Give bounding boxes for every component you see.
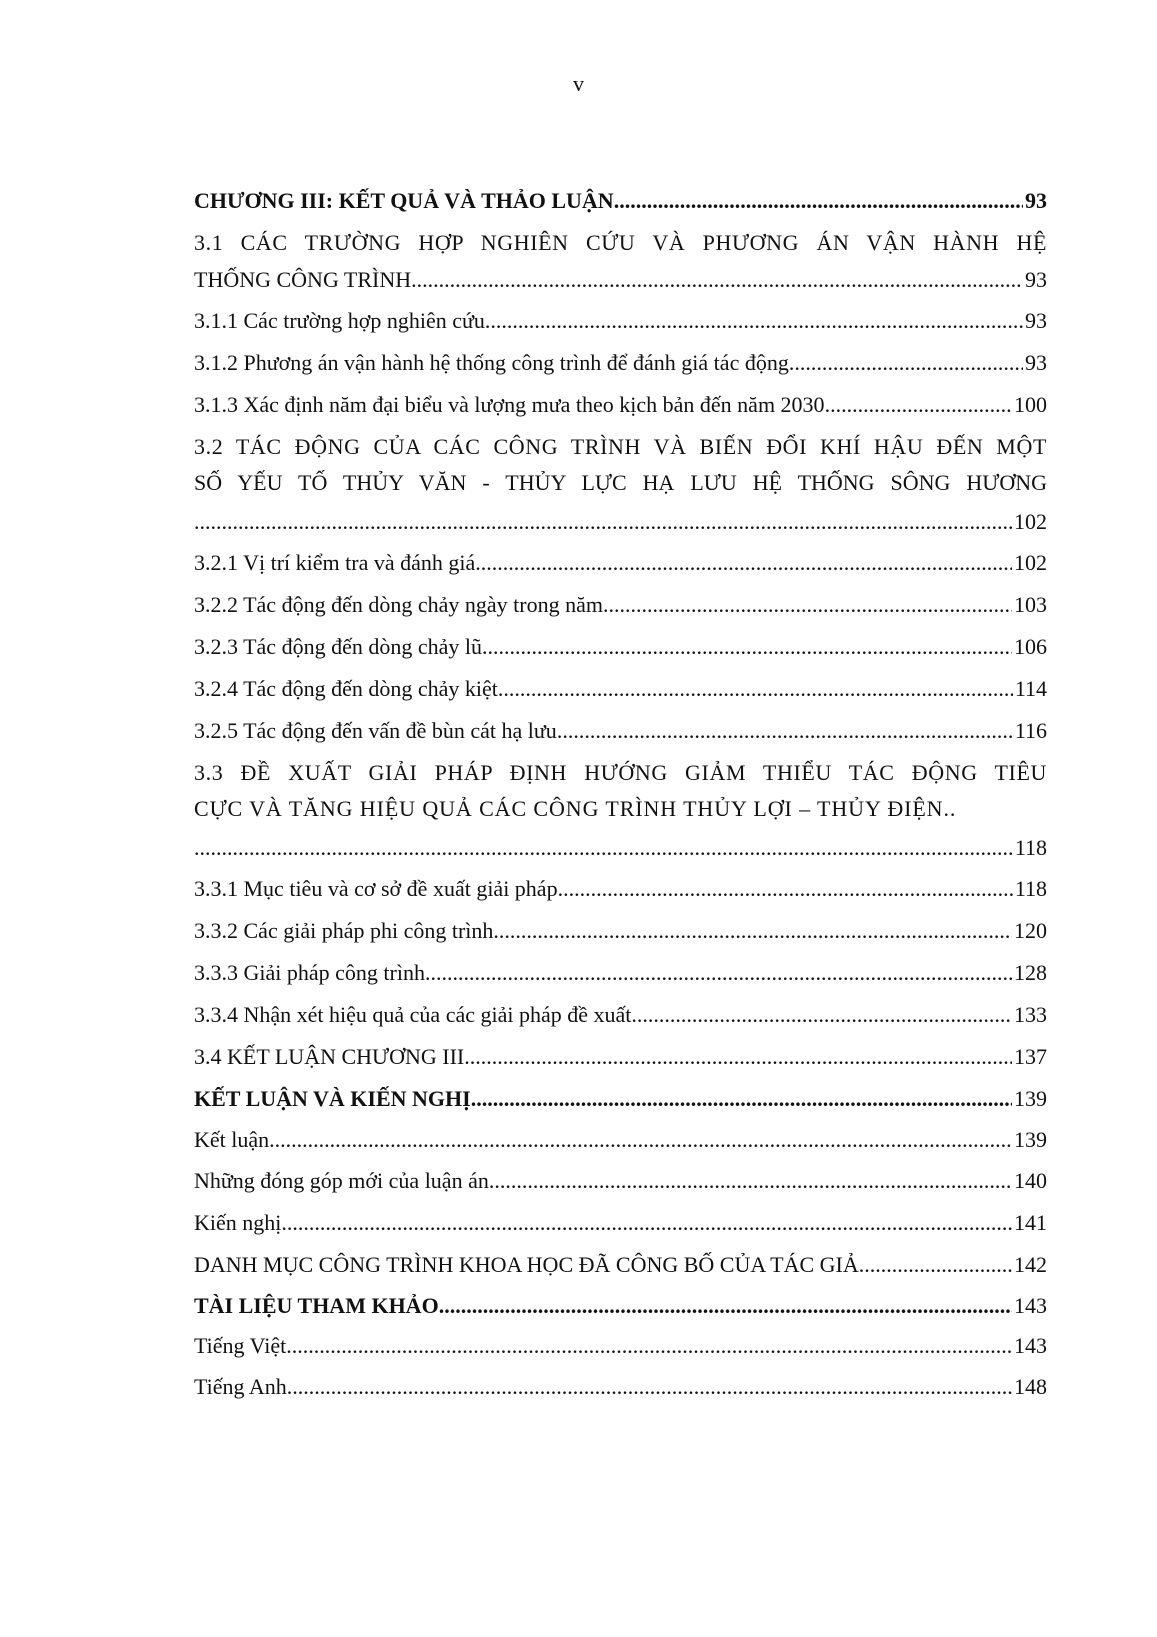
toc-entry-title: Kiến nghị: [194, 1210, 282, 1235]
toc-entry-title: 3.1.2 Phương án vận hành hệ thống công trình để đánh giá tác động: [194, 350, 789, 375]
toc-entry-3-3-3[interactable]: [194, 952, 1047, 994]
toc-entry-3-3-2[interactable]: [194, 910, 1047, 952]
dot-leader: [464, 1036, 1012, 1078]
toc-entry-page: 143: [1014, 1333, 1047, 1358]
toc-entry-title: 3.1.1 Các trường hợp nghiên cứu: [194, 308, 485, 333]
toc-entry-page: 133: [1014, 1002, 1047, 1027]
toc-entry-3-1-2[interactable]: [194, 342, 1047, 384]
toc-entry-page: 118: [1014, 876, 1047, 901]
toc-entry-page: 142: [1014, 1252, 1047, 1277]
toc-entry-title: Tiếng Anh: [194, 1374, 287, 1399]
toc-entry-page: 103: [1014, 592, 1047, 617]
toc-entry-ket-luan[interactable]: [194, 1120, 1047, 1160]
toc-entry-3-3-1[interactable]: [194, 868, 1047, 910]
toc-entry-title: TÀI LIỆU THAM KHẢO: [194, 1293, 439, 1318]
toc-entry-page: 143: [1014, 1293, 1047, 1318]
dot-leader: [475, 542, 1012, 584]
toc-entry-danh-muc[interactable]: [194, 1244, 1047, 1286]
dot-leader: [194, 502, 1012, 542]
toc-entry-title: KẾT LUẬN VÀ KIẾN NGHỊ: [194, 1086, 471, 1111]
toc-entry-page: 148: [1014, 1374, 1047, 1399]
toc-entry-title-line: 3.3 ĐỀ XUẤT GIẢI PHÁP ĐỊNH HƯỚNG GIẢM THIỂU TÁC ĐỘNG TIÊU: [194, 760, 1047, 785]
toc-entry-3-1-3[interactable]: [194, 384, 1047, 426]
toc-entry-title: THỐNG CÔNG TRÌNH: [194, 267, 412, 292]
dot-leader: [789, 342, 1023, 384]
toc-entry-3-3-4[interactable]: [194, 994, 1047, 1036]
toc-entry-title: 3.3.3 Giải pháp công trình: [194, 960, 425, 985]
toc-entry-kien-nghi[interactable]: [194, 1202, 1047, 1244]
toc-entry-title: 3.2.3 Tác động đến dòng chảy lũ: [194, 634, 482, 659]
toc-entry-page: 120: [1014, 918, 1047, 943]
dot-leader: [286, 1326, 1012, 1366]
toc-entry-conclusion[interactable]: [194, 1078, 1047, 1120]
dot-leader: [558, 868, 1013, 910]
toc-entry-title-line: 3.2 TÁC ĐỘNG CỦA CÁC CÔNG TRÌNH VÀ BIẾN ĐỔI KHÍ HẬU ĐẾN MỘT: [194, 434, 1047, 459]
toc-entry-page: 93: [1025, 308, 1047, 333]
dot-leader: [614, 180, 1023, 222]
toc-entry-page: 114: [1014, 676, 1047, 701]
toc-entry-title: DANH MỤC CÔNG TRÌNH KHOA HỌC ĐÃ CÔNG BỐ CỦA TÁC GIẢ: [194, 1252, 859, 1277]
toc-entry-page: 141: [1014, 1210, 1047, 1235]
toc-entry-3-3[interactable]: [194, 752, 1047, 868]
toc-entry-3-2[interactable]: [194, 426, 1047, 542]
toc-entry-page: 102: [1014, 509, 1047, 534]
toc-entry-3-2-3[interactable]: [194, 626, 1047, 668]
dot-leader: [287, 1366, 1012, 1408]
toc-entry-tieng-viet[interactable]: [194, 1326, 1047, 1366]
dot-leader: [493, 910, 1012, 952]
toc-entry-title: CHƯƠNG III: KẾT QUẢ VÀ THẢO LUẬN: [194, 188, 614, 213]
dot-leader: [439, 1286, 1012, 1326]
toc-entry-3-2-1[interactable]: [194, 542, 1047, 584]
toc-entry-3-4[interactable]: [194, 1036, 1047, 1078]
toc-entry-3-2-5[interactable]: [194, 710, 1047, 752]
toc-entry-title: 3.3.2 Các giải pháp phi công trình: [194, 918, 494, 943]
dot-leader: [557, 710, 1013, 752]
toc-entry-page: 93: [1025, 267, 1047, 292]
toc-entry-tieng-anh[interactable]: [194, 1366, 1047, 1408]
toc-entry-page: 102: [1014, 550, 1047, 575]
dot-leader: [485, 300, 1023, 342]
toc-entry-title-line: CỰC VÀ TĂNG HIỆU QUẢ CÁC CÔNG TRÌNH THỦY LỢI – THỦY ĐIỆN..: [194, 796, 957, 821]
toc-entry-title: 3.4 KẾT LUẬN CHƯƠNG III: [194, 1044, 465, 1069]
dot-leader: [498, 668, 1013, 710]
dot-leader: [631, 994, 1012, 1036]
toc-entry-title: 3.3.1 Mục tiêu và cơ sở đề xuất giải pháp: [194, 876, 558, 901]
toc-entry-title: 3.1.3 Xác định năm đại biểu và lượng mưa theo kịch bản đến năm 2030: [194, 392, 825, 417]
toc-entry-3-1-1[interactable]: [194, 300, 1047, 342]
toc-entry-title: Tiếng Việt: [194, 1333, 287, 1358]
page-number: v: [573, 71, 584, 96]
dot-leader: [825, 384, 1012, 426]
toc-entry-page: 139: [1014, 1127, 1047, 1152]
toc-entry-3-1[interactable]: [194, 222, 1047, 300]
dot-leader: [425, 952, 1012, 994]
toc-entry-title: 3.2.1 Vị trí kiểm tra và đánh giá: [194, 550, 476, 575]
toc-entry-title: Những đóng góp mới của luận án: [194, 1168, 489, 1193]
table-of-contents: [194, 180, 1047, 1408]
toc-entry-page: 139: [1014, 1086, 1047, 1111]
dot-leader: [471, 1078, 1012, 1120]
toc-entry-page: 140: [1014, 1168, 1047, 1193]
toc-entry-page: 106: [1014, 634, 1047, 659]
toc-entry-title: 3.2.4 Tác động đến dòng chảy kiệt: [194, 676, 498, 701]
toc-entry-title: 3.2.2 Tác động đến dòng chảy ngày trong năm: [194, 592, 603, 617]
dot-leader: [603, 584, 1012, 626]
toc-entry-page: 118: [1014, 835, 1047, 860]
toc-entry-title: Kết luận: [194, 1127, 270, 1152]
toc-entry-page: 93: [1025, 350, 1047, 375]
toc-entry-references[interactable]: [194, 1286, 1047, 1326]
toc-entry-3-2-2[interactable]: [194, 584, 1047, 626]
dot-leader: [482, 626, 1012, 668]
toc-entry-title-line: 3.1 CÁC TRƯỜNG HỢP NGHIÊN CỨU VÀ PHƯƠNG ÁN VẬN HÀNH HỆ: [194, 230, 1047, 255]
toc-entry-title-line: SỐ YẾU TỐ THỦY VĂN - THỦY LỰC HẠ LƯU HỆ THỐNG SÔNG HƯƠNG: [194, 470, 1047, 495]
dot-leader: [281, 1202, 1012, 1244]
toc-entry-page: 137: [1014, 1044, 1047, 1069]
dot-leader: [411, 260, 1023, 300]
toc-entry-page: 93: [1025, 188, 1047, 213]
toc-entry-3-2-4[interactable]: [194, 668, 1047, 710]
dot-leader: [489, 1160, 1012, 1202]
toc-entry-title: 3.2.5 Tác động đến vấn đề bùn cát hạ lưu: [194, 718, 557, 743]
toc-entry-page: 100: [1014, 392, 1047, 417]
toc-entry-page: 128: [1014, 960, 1047, 985]
toc-entry-title: 3.3.4 Nhận xét hiệu quả của các giải pháp đề xuất: [194, 1002, 632, 1027]
dot-leader: [859, 1244, 1012, 1286]
toc-entry-dong-gop[interactable]: [194, 1160, 1047, 1202]
dot-leader: [269, 1120, 1012, 1160]
toc-entry-page: 116: [1014, 718, 1047, 743]
dot-leader: [194, 828, 1013, 868]
toc-entry-chapter-3[interactable]: [194, 180, 1047, 222]
